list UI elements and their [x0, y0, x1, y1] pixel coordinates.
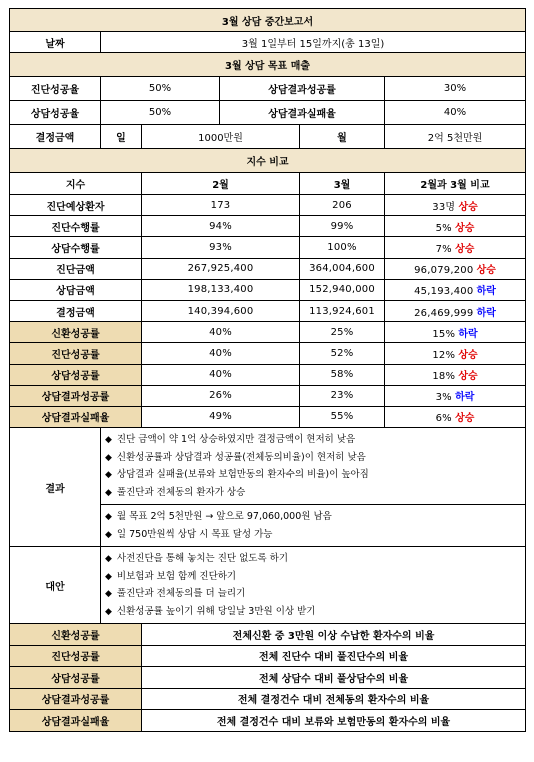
- feb-value: 94%: [142, 216, 300, 237]
- index-name: 상담수행률: [10, 237, 142, 258]
- diamond-bullet-icon: ◆: [105, 606, 112, 617]
- col-header-index: 지수: [10, 173, 142, 195]
- plan-bullet-text: 풀진단과 전체동의를 더 늘리기: [116, 588, 246, 600]
- feb-value: 198,133,400: [142, 279, 300, 300]
- compare-row: [10, 195, 526, 216]
- plan-bullet-text: 사전진단을 통해 놓치는 진단 없도록 하기: [116, 553, 289, 565]
- col-header-compare: 2월과 3월 비교: [385, 173, 526, 195]
- report-table: [9, 8, 526, 732]
- mar-value: 58%: [300, 364, 385, 385]
- result-bullet-text: 일 750만원씩 상담 시 목표 달성 가능: [116, 528, 273, 540]
- feb-value: 26%: [142, 385, 300, 406]
- result-row: [10, 428, 526, 505]
- definition-row: [10, 624, 526, 646]
- month-label: 월: [300, 125, 385, 149]
- feb-value: 49%: [142, 406, 300, 427]
- definition-desc: 전체 상담수 대비 풀상담수의 비율: [142, 667, 526, 689]
- diff-value: 33명: [432, 201, 456, 213]
- col-header-mar: 3월: [300, 173, 385, 195]
- index-name: 신환성공률: [10, 322, 142, 343]
- diamond-bullet-icon: ◆: [105, 452, 112, 463]
- diff-value: 18%: [432, 371, 456, 383]
- result-label: 결과: [10, 428, 101, 547]
- compare-cell: [385, 385, 526, 406]
- index-name: 상담결과실패율: [10, 406, 142, 427]
- target-value: 50%: [101, 101, 220, 125]
- compare-cell: [385, 258, 526, 279]
- amount-row: [10, 125, 526, 149]
- diff-value: 96,079,200: [414, 265, 474, 277]
- target-label: 상담결과성공률: [220, 77, 385, 101]
- diamond-bullet-icon: ◆: [105, 470, 112, 481]
- mar-value: 152,940,000: [300, 279, 385, 300]
- diff-value: 26,469,999: [414, 307, 474, 319]
- feb-value: 140,394,600: [142, 300, 300, 321]
- result-bullets-1: [101, 428, 526, 505]
- feb-value: 40%: [142, 343, 300, 364]
- mar-value: 23%: [300, 385, 385, 406]
- result-bullet: [105, 449, 525, 467]
- compare-row: [10, 237, 526, 258]
- result-bullet: [105, 484, 525, 502]
- trend-up: 상승: [458, 349, 478, 361]
- compare-header-row: [10, 173, 526, 195]
- result-bullet: [105, 526, 525, 544]
- day-label: 일: [101, 125, 142, 149]
- amount-label: 결정금액: [10, 125, 101, 149]
- feb-value: 173: [142, 195, 300, 216]
- date-label: 날짜: [10, 32, 101, 53]
- result-bullets-2: [101, 505, 526, 547]
- result-bullet-text: 신환성공률과 상담결과 성공률(전체동의비율)이 현저히 낮음: [116, 451, 366, 463]
- plan-bullet: [105, 568, 525, 586]
- result-bullet-text: 상담결과 실패율(보류와 보험만동의 환자수의 비율)이 높아짐: [116, 469, 369, 481]
- result-bullet: [105, 466, 525, 484]
- compare-cell: [385, 343, 526, 364]
- definition-row: [10, 688, 526, 710]
- compare-cell: [385, 322, 526, 343]
- target-label: 상담성공율: [10, 101, 101, 125]
- date-value: 3월 1일부터 15일까지(총 13일): [101, 32, 526, 53]
- compare-row: [10, 406, 526, 427]
- day-amount: 1000만원: [142, 125, 300, 149]
- mar-value: 113,924,601: [300, 300, 385, 321]
- trend-up: 상승: [458, 371, 478, 383]
- report-title: 3월 상담 중간보고서: [10, 9, 526, 32]
- definition-desc: 전체 결정건수 대비 전체동의 환자수의 비율: [142, 688, 526, 710]
- compare-cell: [385, 216, 526, 237]
- trend-up: 상승: [455, 222, 475, 234]
- definition-row: [10, 710, 526, 732]
- trend-up: 상승: [455, 243, 475, 255]
- trend-down: 하락: [476, 286, 496, 298]
- feb-value: 93%: [142, 237, 300, 258]
- diamond-bullet-icon: ◆: [105, 589, 112, 600]
- result-bullet-text: 월 목표 2억 5천만원 → 앞으로 97,060,000원 남음: [116, 511, 332, 523]
- compare-row: [10, 364, 526, 385]
- plan-row: [10, 547, 526, 624]
- target-value: 50%: [101, 77, 220, 101]
- mar-value: 25%: [300, 322, 385, 343]
- compare-cell: [385, 279, 526, 300]
- diff-value: 7%: [435, 243, 452, 255]
- plan-bullet: [105, 550, 525, 568]
- diff-value: 5%: [435, 222, 452, 234]
- definition-term: 신환성공률: [10, 624, 142, 646]
- plan-bullets: [101, 547, 526, 624]
- compare-cell: [385, 406, 526, 427]
- compare-cell: [385, 300, 526, 321]
- plan-bullet-text: 신환성공률 높이기 위해 당일날 3만원 이상 받기: [116, 605, 316, 617]
- compare-row: [10, 216, 526, 237]
- col-header-feb: 2월: [142, 173, 300, 195]
- compare-row: [10, 385, 526, 406]
- compare-row: [10, 343, 526, 364]
- diff-value: 45,193,400: [414, 286, 474, 298]
- index-name: 진단예상환자: [10, 195, 142, 216]
- compare-cell: [385, 364, 526, 385]
- trend-down: 하락: [455, 392, 475, 404]
- trend-down: 하락: [476, 307, 496, 319]
- index-name: 상담성공률: [10, 364, 142, 385]
- feb-value: 40%: [142, 364, 300, 385]
- index-name: 상담결과성공률: [10, 385, 142, 406]
- plan-bullet-text: 비보험과 보험 함께 진단하기: [116, 570, 237, 582]
- trend-up: 상승: [476, 265, 496, 277]
- diff-value: 3%: [435, 392, 452, 404]
- compare-row: [10, 322, 526, 343]
- compare-row: [10, 258, 526, 279]
- plan-label: 대안: [10, 547, 101, 624]
- index-name: 진단수행률: [10, 216, 142, 237]
- compare-cell: [385, 195, 526, 216]
- definition-term: 상담결과성공률: [10, 688, 142, 710]
- result-bullet: [105, 508, 525, 526]
- definition-desc: 전체 진단수 대비 풀진단수의 비율: [142, 645, 526, 667]
- diamond-bullet-icon: ◆: [105, 487, 112, 498]
- index-name: 결정금액: [10, 300, 142, 321]
- definition-row: [10, 667, 526, 689]
- compare-cell: [385, 237, 526, 258]
- index-name: 진단성공률: [10, 343, 142, 364]
- target-section-title: 3월 상담 목표 매출: [10, 53, 526, 77]
- trend-down: 하락: [458, 328, 478, 340]
- target-value: 30%: [385, 77, 526, 101]
- index-name: 진단금액: [10, 258, 142, 279]
- diff-value: 6%: [435, 413, 452, 425]
- diamond-bullet-icon: ◆: [105, 435, 112, 446]
- definition-row: [10, 645, 526, 667]
- compare-section-title: 지수 비교: [10, 149, 526, 173]
- trend-up: 상승: [458, 201, 478, 213]
- definition-term: 상담성공률: [10, 667, 142, 689]
- definition-desc: 전체신환 중 3만원 이상 수납한 환자수의 비율: [142, 624, 526, 646]
- diamond-bullet-icon: ◆: [105, 512, 112, 523]
- target-row: [10, 101, 526, 125]
- mar-value: 364,004,600: [300, 258, 385, 279]
- result-bullet-text: 진단 금액이 약 1억 상승하였지만 결정금액이 현저히 낮음: [116, 434, 356, 446]
- trend-up: 상승: [455, 413, 475, 425]
- target-label: 진단성공율: [10, 77, 101, 101]
- feb-value: 40%: [142, 322, 300, 343]
- index-name: 상담금액: [10, 279, 142, 300]
- mar-value: 99%: [300, 216, 385, 237]
- mar-value: 55%: [300, 406, 385, 427]
- result-bullet: [105, 431, 525, 449]
- definition-desc: 전체 결정건수 대비 보류와 보험만동의 환자수의 비율: [142, 710, 526, 732]
- definition-term: 상담결과실패율: [10, 710, 142, 732]
- diff-value: 15%: [432, 328, 456, 340]
- result-bullet-text: 풀진단과 전체동의 환자가 상승: [116, 486, 246, 498]
- target-label: 상담결과실패율: [220, 101, 385, 125]
- mar-value: 52%: [300, 343, 385, 364]
- feb-value: 267,925,400: [142, 258, 300, 279]
- mar-value: 100%: [300, 237, 385, 258]
- plan-bullet: [105, 603, 525, 621]
- plan-bullet: [105, 585, 525, 603]
- compare-row: [10, 300, 526, 321]
- mar-value: 206: [300, 195, 385, 216]
- compare-row: [10, 279, 526, 300]
- target-value: 40%: [385, 101, 526, 125]
- target-row: [10, 77, 526, 101]
- diamond-bullet-icon: ◆: [105, 554, 112, 565]
- definition-term: 진단성공률: [10, 645, 142, 667]
- month-amount: 2억 5천만원: [385, 125, 526, 149]
- diamond-bullet-icon: ◆: [105, 571, 112, 582]
- diff-value: 12%: [432, 349, 456, 361]
- diamond-bullet-icon: ◆: [105, 529, 112, 540]
